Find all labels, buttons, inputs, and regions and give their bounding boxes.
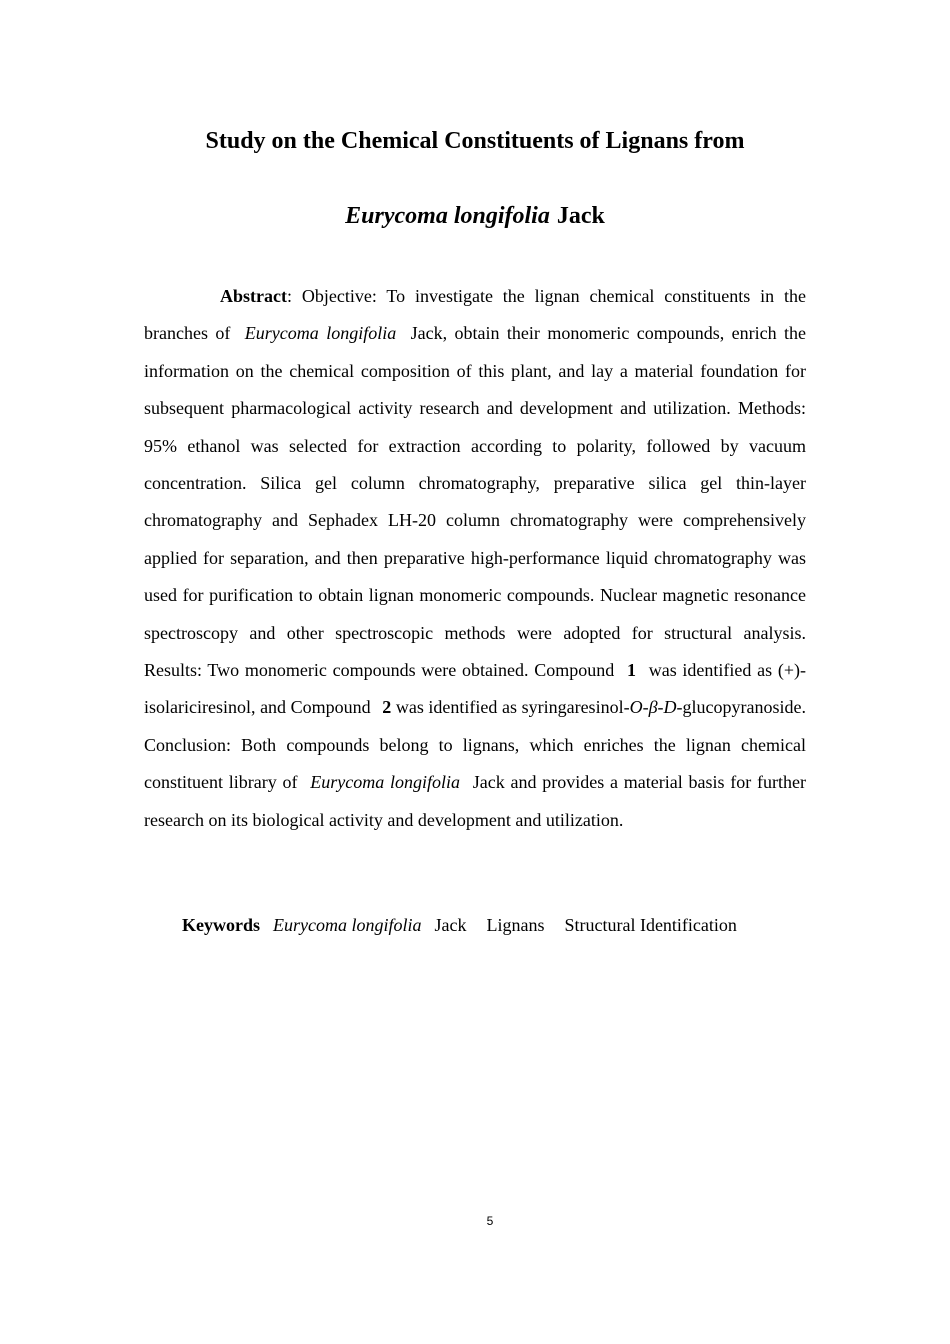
title-species-name: Eurycoma longifolia bbox=[345, 203, 550, 229]
abstract-species-2: Eurycoma longifolia bbox=[310, 772, 461, 793]
keywords-line bbox=[182, 910, 737, 940]
d-prefix: D bbox=[663, 697, 677, 718]
keyword-item: Lignans bbox=[486, 915, 545, 935]
dash-2: - bbox=[657, 697, 664, 718]
abstract-text-2: Jack, obtain their monomeric compounds, enrich the information on the chemical composition of this plant, and lay a material foundation for subsequent pharmacological activity research and development and utilization. Methods: 95% ethanol was selected for extraction according to polarity, followed by vacuum concentration. Silica gel column chromatography, preparative silica gel thin-layer chromatography and Sephadex LH-20 column chromatography were comprehensively applied for separation, and then preparative high-performance liquid chromatography was used for purification to obtain lignan monomeric compounds. Nuclear magnetic resonance spectroscopy and other spectroscopic methods were adopted for structural analysis. Results: Two monomeric compounds were obtained. Compound bbox=[144, 323, 807, 681]
abstract-text-6: Jack and provides a material basis for further research on its biological activity and development and utilization. bbox=[144, 772, 807, 830]
title-species-authority: Jack bbox=[556, 203, 605, 229]
abstract-text-5: -glucopyranoside. Conclusion: Both compounds belong to lignans, which enriches the lignan chemical constituent library of bbox=[144, 697, 806, 793]
abstract-label: Abstract bbox=[220, 286, 287, 306]
abstract-paragraph bbox=[144, 278, 806, 839]
compound-1-label: 1 bbox=[626, 660, 636, 681]
keyword-species: Eurycoma longifolia bbox=[273, 915, 422, 935]
abstract-species-1: Eurycoma longifolia bbox=[244, 323, 397, 344]
abstract-text-3: was identified as (+)-isolariciresinol, and Compound bbox=[144, 660, 806, 718]
paper-title-line-2 bbox=[0, 201, 950, 231]
beta-prefix: β bbox=[648, 697, 658, 718]
paper-title-line-1: Study on the Chemical Constituents of Lignans from bbox=[205, 128, 745, 154]
compound-2-label: 2 bbox=[382, 697, 392, 718]
abstract-text-1: Objective: To investigate the lignan chemical constituents in the branches of bbox=[144, 286, 806, 344]
o-prefix: O bbox=[629, 697, 643, 718]
page-number: 5 bbox=[486, 1214, 494, 1228]
keyword-item: Structural Identification bbox=[564, 915, 737, 935]
dash-1: - bbox=[642, 697, 649, 718]
abstract-colon: : bbox=[286, 286, 292, 306]
keyword-item: Jack bbox=[434, 915, 467, 935]
keywords-label: Keywords bbox=[182, 915, 260, 935]
abstract-text-4: was identified as syringaresinol- bbox=[395, 697, 630, 718]
